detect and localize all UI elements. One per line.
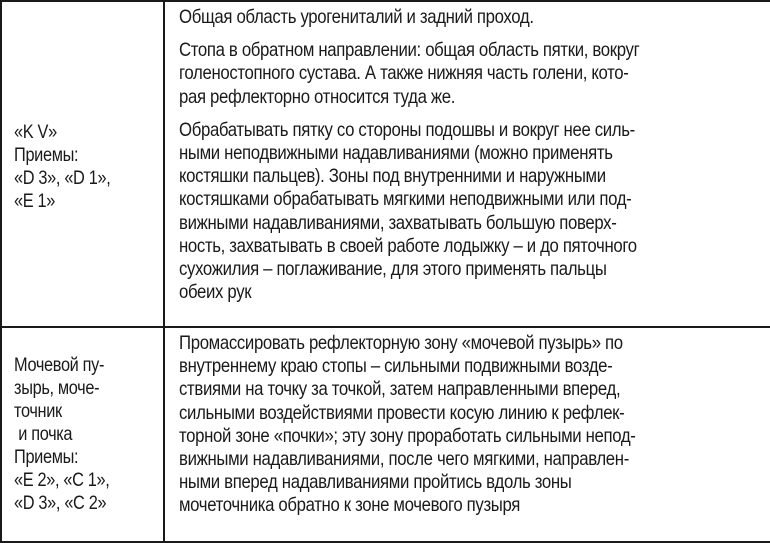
- zone-line: Приемы:: [14, 447, 79, 468]
- zone-label: [2, 354, 140, 515]
- description-paragraph: [179, 332, 764, 518]
- zone-line: зырь, моче-: [14, 378, 100, 399]
- text-line: ность, захватывать в своей работе лодыжку – и до пяточного: [179, 234, 637, 257]
- description-cell: [164, 1, 770, 327]
- table-row: [1, 327, 770, 542]
- text-line: сухожилия – поглаживание, для этого применять пальцы: [179, 258, 607, 281]
- zone-line: «D 3», «D 1»,: [14, 168, 111, 189]
- zone-label: [2, 115, 140, 213]
- text-line: Промассировать рефлекторную зону «мочевой пузырь» по: [179, 332, 623, 354]
- table-row: [1, 1, 770, 327]
- description-paragraph: [179, 39, 764, 109]
- zone-cell: [1, 1, 164, 327]
- text-line: рая рефлекторно относится туда же.: [179, 85, 456, 108]
- zone-line: и почка: [14, 424, 73, 445]
- text-line: голеностопного сустава. А также нижняя часть голени, кото-: [179, 62, 629, 85]
- text-line: костяшками обрабатывать мягкими неподвижными или под-: [179, 188, 632, 211]
- zone-line: Мочевой пу-: [14, 355, 105, 376]
- zone-line: «D 3», «C 2»: [14, 493, 107, 514]
- text-line: Стопа в обратном направлении: общая область пятки, вокруг: [179, 39, 640, 62]
- text-line: Общая область урогениталий и задний проход.: [179, 6, 534, 28]
- text-line: ствиями на точку за точкой, затем направленными вперед,: [179, 378, 621, 401]
- description-cell: [164, 327, 770, 542]
- text-line: торной зоне «почки»; эту зону проработать сильными непод-: [179, 424, 636, 447]
- zone-line: «E 2», «C 1»,: [14, 470, 110, 491]
- description-paragraph: [179, 119, 764, 305]
- text-line: Обрабатывать пятку со стороны подошвы и вокруг нее силь-: [179, 118, 635, 141]
- text-line: вижными надавливаниями, после чего мягкими, направлен-: [179, 448, 629, 471]
- text-line: ными вперед надавливаниями пройтись вдоль зоны: [179, 471, 572, 494]
- zone-line: Приемы:: [14, 145, 79, 166]
- text-line: мочеточника обратно к зоне мочевого пузыря: [179, 494, 521, 517]
- text-line: сильными воздействиями провести косую линию к рефлек-: [179, 401, 625, 424]
- text-line: ными неподвижными надавливаниями (можно применять: [179, 142, 613, 165]
- text-line: вижными надавливаниями, захватывать большую поверх-: [179, 211, 617, 234]
- zone-line: «K V»: [14, 122, 57, 143]
- zone-line: точник: [14, 401, 62, 422]
- text-line: внутреннему краю стопы – сильными подвижными возде-: [179, 355, 613, 378]
- text-line: костяшки пальцев). Зоны под внутренними и наружными: [179, 165, 606, 188]
- zone-line: «E 1»: [14, 191, 56, 212]
- text-line: обеих рук: [179, 281, 252, 304]
- zone-cell: [1, 327, 164, 542]
- description-paragraph: [179, 6, 764, 29]
